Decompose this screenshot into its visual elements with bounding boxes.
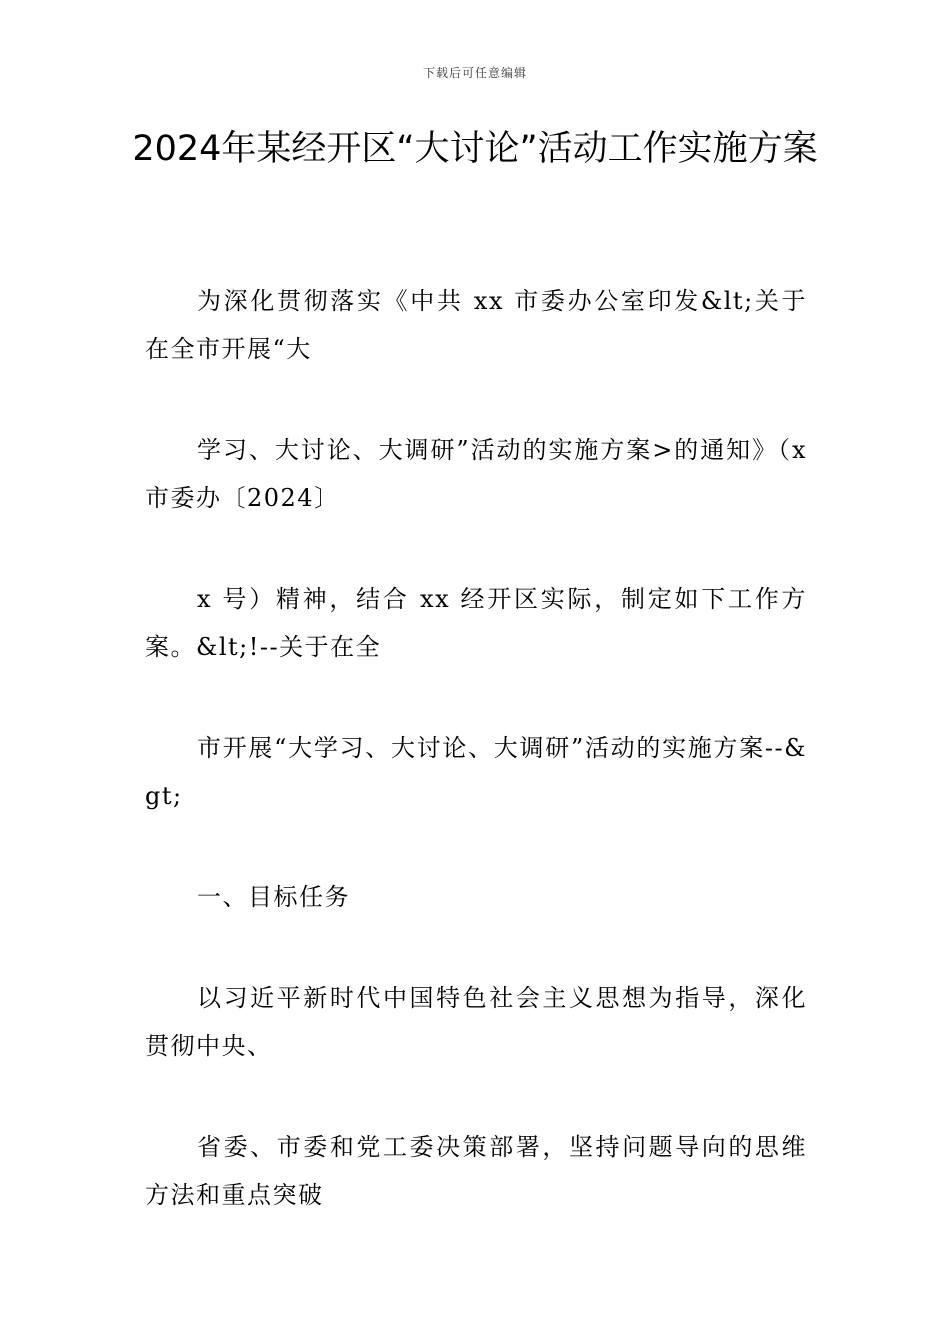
document-title: 2024年某经开区“大讨论”活动工作实施方案 <box>132 129 818 169</box>
section-heading: 一、目标任务 <box>197 883 350 911</box>
paragraph: 省委、市委和党工委决策部署，坚持问题导向的思维方法和重点突破 <box>145 1133 807 1209</box>
header-note: 下载后可任意编辑 <box>422 66 527 80</box>
paragraph: x 号）精神，结合 xx 经开区实际，制定如下工作方案。&lt;!--关于在全 <box>145 585 807 661</box>
paragraph: 学习、大讨论、大调研”活动的实施方案>的通知》（x 市委办〔2024〕 <box>145 436 807 512</box>
paragraph: 为深化贯彻落实《中共 xx 市委办公室印发&lt;关于在全市开展“大 <box>145 287 807 363</box>
paragraph: 市开展“大学习、大讨论、大调研”活动的实施方案--&gt; <box>145 734 807 810</box>
paragraph: 以习近平新时代中国特色社会主义思想为指导，深化贯彻中央、 <box>145 984 807 1060</box>
document-body <box>145 277 807 1272</box>
